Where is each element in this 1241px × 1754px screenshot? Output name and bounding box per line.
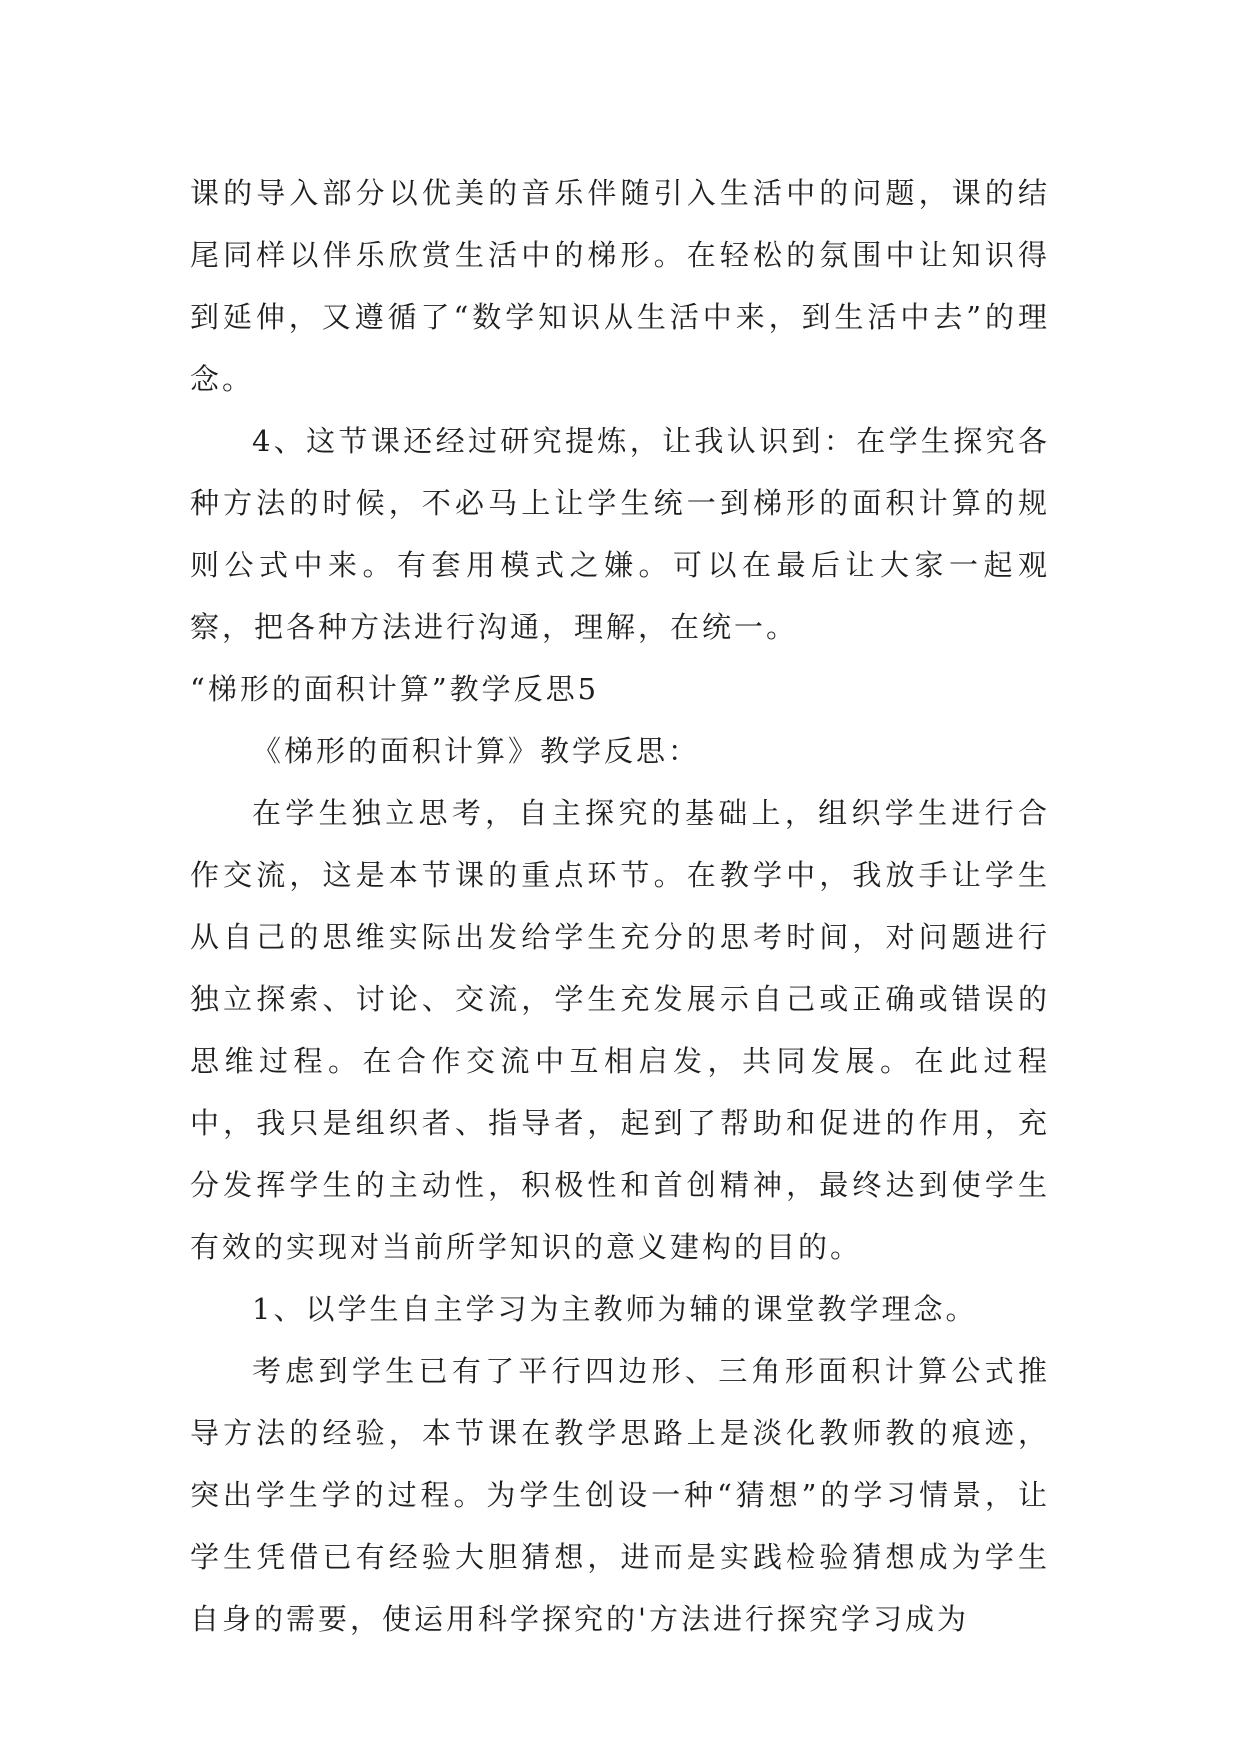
document-body — [190, 162, 1050, 1650]
paragraph-intro-music: 课的导入部分以优美的音乐伴随引入生活中的问题，课的结尾同样以伴乐欣赏生活中的梯形。在轻松的氛围中让知识得到延伸，又遵循了“数学知识从生活中来，到生活中去”的理念。 — [190, 176, 1050, 396]
paragraph-guessing: 考虑到学生已有了平行四边形、三角形面积计算公式推导方法的经验，本节课在教学思路上是淡化教师教的痕迹，突出学生学的过程。为学生创设一种“猜想”的学习情景，让学生凭借已有经验大胆猜想，进而是实践检验猜想成为学生自身的需要，使运用科学探究的'方法进行探究学习成为 — [190, 1354, 1050, 1636]
section-heading-reflection-5: “梯形的面积计算”教学反思5 — [190, 672, 600, 706]
paragraph-point-4: 4、这节课还经过研究提炼，让我认识到：在学生探究各种方法的时候，不必马上让学生统一到梯形的面积计算的规则公式中来。有套用模式之嫌。可以在最后让大家一起观察，把各种方法进行沟通，理解，在统一。 — [190, 424, 1050, 644]
paragraph-point-1: 1、以学生自主学习为主教师为辅的课堂教学理念。 — [252, 1292, 978, 1326]
subheading-reflection: 《梯形的面积计算》教学反思： — [252, 734, 701, 768]
paragraph-cooperation: 在学生独立思考，自主探究的基础上，组织学生进行合作交流，这是本节课的重点环节。在教学中，我放手让学生从自己的思维实际出发给学生充分的思考时间，对问题进行独立探索、讨论、交流，学生充发展示自己或正确或错误的思维过程。在合作交流中互相启发，共同发展。在此过程中，我只是组织者、指导者，起到了帮助和促进的作用，充分发挥学生的主动性，积极性和首创精神，最终达到使学生有效的实现对当前所学知识的意义建构的目的。 — [190, 796, 1050, 1264]
